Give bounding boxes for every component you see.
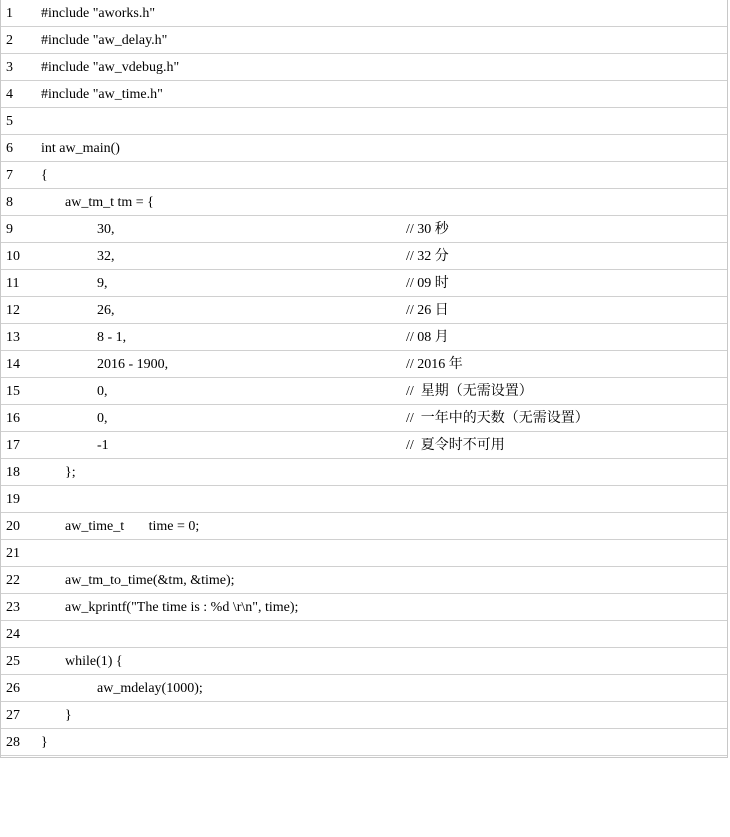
line-number: 4 bbox=[6, 87, 13, 102]
code-line-8 bbox=[1, 189, 727, 216]
line-number: 9 bbox=[6, 222, 13, 237]
code-text: } bbox=[65, 708, 72, 723]
line-number: 5 bbox=[6, 114, 13, 129]
line-number: 23 bbox=[6, 600, 20, 615]
code-comment: // 09 时 bbox=[406, 276, 449, 291]
line-number: 7 bbox=[6, 168, 13, 183]
code-text: #include "aworks.h" bbox=[41, 6, 156, 21]
code-line-1 bbox=[1, 0, 727, 27]
code-text: 30, bbox=[97, 222, 115, 237]
code-text: { bbox=[41, 168, 48, 183]
code-comment: // 26 日 bbox=[406, 303, 449, 318]
code-line-5 bbox=[1, 108, 727, 135]
code-text: 32, bbox=[97, 249, 115, 264]
line-number: 19 bbox=[6, 492, 20, 507]
code-text: aw_time_t time = 0; bbox=[65, 519, 200, 534]
line-number: 15 bbox=[6, 384, 20, 399]
code-text: }; bbox=[65, 465, 76, 480]
code-text: 2016 - 1900, bbox=[97, 357, 169, 372]
code-line-3 bbox=[1, 54, 727, 81]
code-text: aw_tm_t tm = { bbox=[65, 195, 154, 210]
line-number: 11 bbox=[6, 276, 20, 291]
code-text: 0, bbox=[97, 411, 108, 426]
code-line-23 bbox=[1, 594, 727, 621]
line-number: 8 bbox=[6, 195, 13, 210]
code-line-24 bbox=[1, 621, 727, 648]
code-text: #include "aw_vdebug.h" bbox=[41, 60, 180, 75]
code-line-15 bbox=[1, 378, 727, 405]
code-line-18 bbox=[1, 459, 727, 486]
line-number: 17 bbox=[6, 438, 20, 453]
code-text: #include "aw_time.h" bbox=[41, 87, 163, 102]
code-text: while(1) { bbox=[65, 654, 123, 669]
code-line-16 bbox=[1, 405, 727, 432]
code-line-20 bbox=[1, 513, 727, 540]
code-line-12 bbox=[1, 297, 727, 324]
code-line-4 bbox=[1, 81, 727, 108]
code-text: #include "aw_delay.h" bbox=[41, 33, 168, 48]
code-line-17 bbox=[1, 432, 727, 459]
code-line-28 bbox=[1, 729, 727, 756]
code-line-26 bbox=[1, 675, 727, 702]
code-line-25 bbox=[1, 648, 727, 675]
line-number: 24 bbox=[6, 627, 20, 642]
code-line-27 bbox=[1, 702, 727, 729]
line-number: 2 bbox=[6, 33, 13, 48]
code-text: aw_mdelay(1000); bbox=[97, 681, 203, 696]
code-comment: // 夏令时不可用 bbox=[406, 438, 505, 453]
code-text: 9, bbox=[97, 276, 108, 291]
line-number: 13 bbox=[6, 330, 20, 345]
code-text: -1 bbox=[97, 438, 109, 453]
line-number: 16 bbox=[6, 411, 20, 426]
line-number: 22 bbox=[6, 573, 20, 588]
code-text: aw_tm_to_time(&tm, &time); bbox=[65, 573, 235, 588]
code-line-7 bbox=[1, 162, 727, 189]
line-number: 1 bbox=[6, 6, 13, 21]
line-number: 12 bbox=[6, 303, 20, 318]
line-number: 10 bbox=[6, 249, 20, 264]
code-line-6 bbox=[1, 135, 727, 162]
code-text: 0, bbox=[97, 384, 108, 399]
line-number: 27 bbox=[6, 708, 20, 723]
line-number: 26 bbox=[6, 681, 20, 696]
line-number: 25 bbox=[6, 654, 20, 669]
code-comment: // 星期（无需设置） bbox=[406, 384, 533, 399]
code-comment: // 一年中的天数（无需设置） bbox=[406, 411, 589, 426]
line-number: 18 bbox=[6, 465, 20, 480]
code-line-10 bbox=[1, 243, 727, 270]
code-text: int aw_main() bbox=[41, 141, 120, 156]
code-text: } bbox=[41, 735, 48, 750]
code-line-21 bbox=[1, 540, 727, 567]
line-number: 3 bbox=[6, 60, 13, 75]
code-comment: // 08 月 bbox=[406, 330, 449, 345]
line-number: 28 bbox=[6, 735, 20, 750]
code-comment: // 32 分 bbox=[406, 249, 449, 264]
code-text: aw_kprintf("The time is : %d \r\n", time); bbox=[65, 600, 299, 615]
code-line-19 bbox=[1, 486, 727, 513]
line-number: 6 bbox=[6, 141, 13, 156]
code-line-13 bbox=[1, 324, 727, 351]
line-number: 21 bbox=[6, 546, 20, 561]
code-line-2 bbox=[1, 27, 727, 54]
code-comment: // 2016 年 bbox=[406, 357, 463, 372]
line-number: 14 bbox=[6, 357, 20, 372]
code-text: 26, bbox=[97, 303, 115, 318]
code-line-22 bbox=[1, 567, 727, 594]
code-comment: // 30 秒 bbox=[406, 222, 449, 237]
code-line-14 bbox=[1, 351, 727, 378]
line-number: 20 bbox=[6, 519, 20, 534]
code-text: 8 - 1, bbox=[97, 330, 127, 345]
code-line-11 bbox=[1, 270, 727, 297]
code-line-9 bbox=[1, 216, 727, 243]
